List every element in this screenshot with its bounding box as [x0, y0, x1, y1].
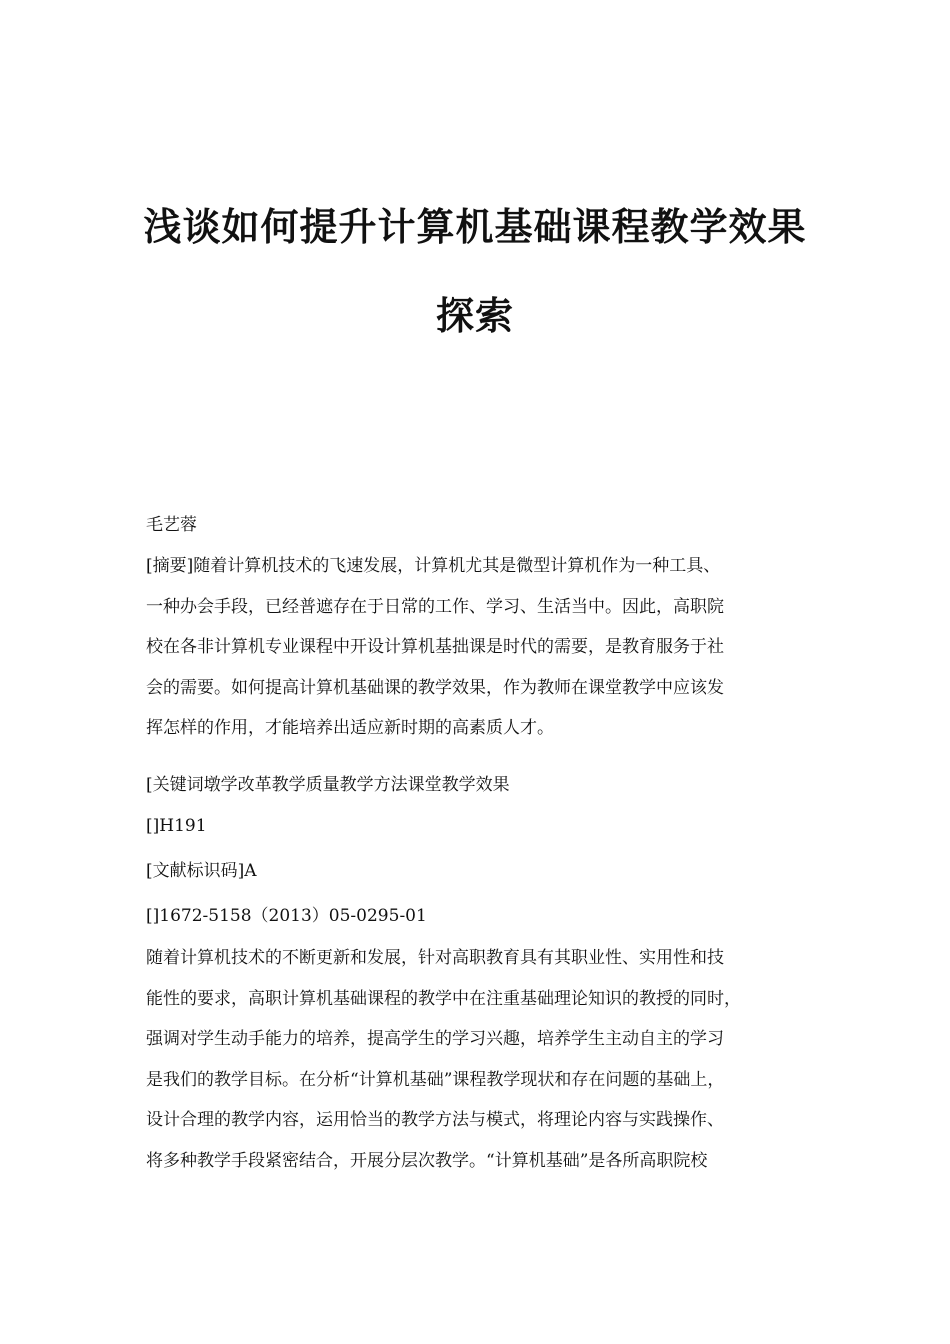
author-block [146, 505, 806, 546]
main-line: 能性的要求，高职计算机基础课程的教学中在注重基础理论知识的教授的同时， [146, 988, 741, 1009]
document-code-block [146, 851, 806, 892]
classification-code: []H191 [146, 816, 207, 836]
keywords-line: [关键词墩学改革教学质量教学方法课堂教学效果 [146, 775, 510, 795]
abstract-line: 校在各非计算机专业课程中开设计算机基拙课是时代的需要，是教育服务于社 [146, 637, 724, 657]
main-line: 随着计算机技术的不断更新和发展，针对高职教育具有其职业性、实用性和技 [146, 948, 724, 968]
main-line: 将多种教学手段紧密结合，开展分层次教学。“计算机基础”是各所高职院校 [146, 1150, 708, 1171]
abstract-paragraph [146, 546, 806, 749]
keywords-block [146, 765, 806, 806]
author-name: 毛艺蓉 [146, 515, 197, 535]
main-paragraph [146, 938, 806, 1181]
article-id: []1672-5158（2013）05-0295-01 [146, 906, 427, 926]
abstract-line: 一种办会手段，已经普遮存在于日常的工作、学习、生活当中。因此，高职院 [146, 596, 724, 617]
article-id-block [146, 896, 806, 937]
document-code: [文献标识码]A [146, 861, 257, 881]
document-title-line-2: 探索 [435, 293, 514, 338]
main-line: 强调对学生动手能力的培养，提高学生的学习兴趣，培养学生主动自主的学习 [146, 1029, 724, 1049]
classification-block [146, 806, 806, 847]
main-line: 设计合理的教学内容，运用恰当的教学方法与模式，将理论内容与实践操作、 [146, 1110, 724, 1130]
abstract-line: 挥怎样的作用，才能培养出适应新时期的高素质人才。 [146, 718, 554, 738]
abstract-line: [摘要]随着计算机技术的飞速发展，计算机尤其是微型计算机作为一种工具、 [146, 556, 721, 576]
abstract-line: 会的需要。如何提高计算机基础课的教学效果，作为教师在课堂教学中应该发 [146, 677, 724, 698]
document-title-line-1: 浅谈如何提升计算机基础课程教学效果 [143, 204, 807, 249]
main-line: 是我们的教学目标。在分析“计算机基础”课程教学现状和存在问题的基础上， [146, 1069, 725, 1090]
